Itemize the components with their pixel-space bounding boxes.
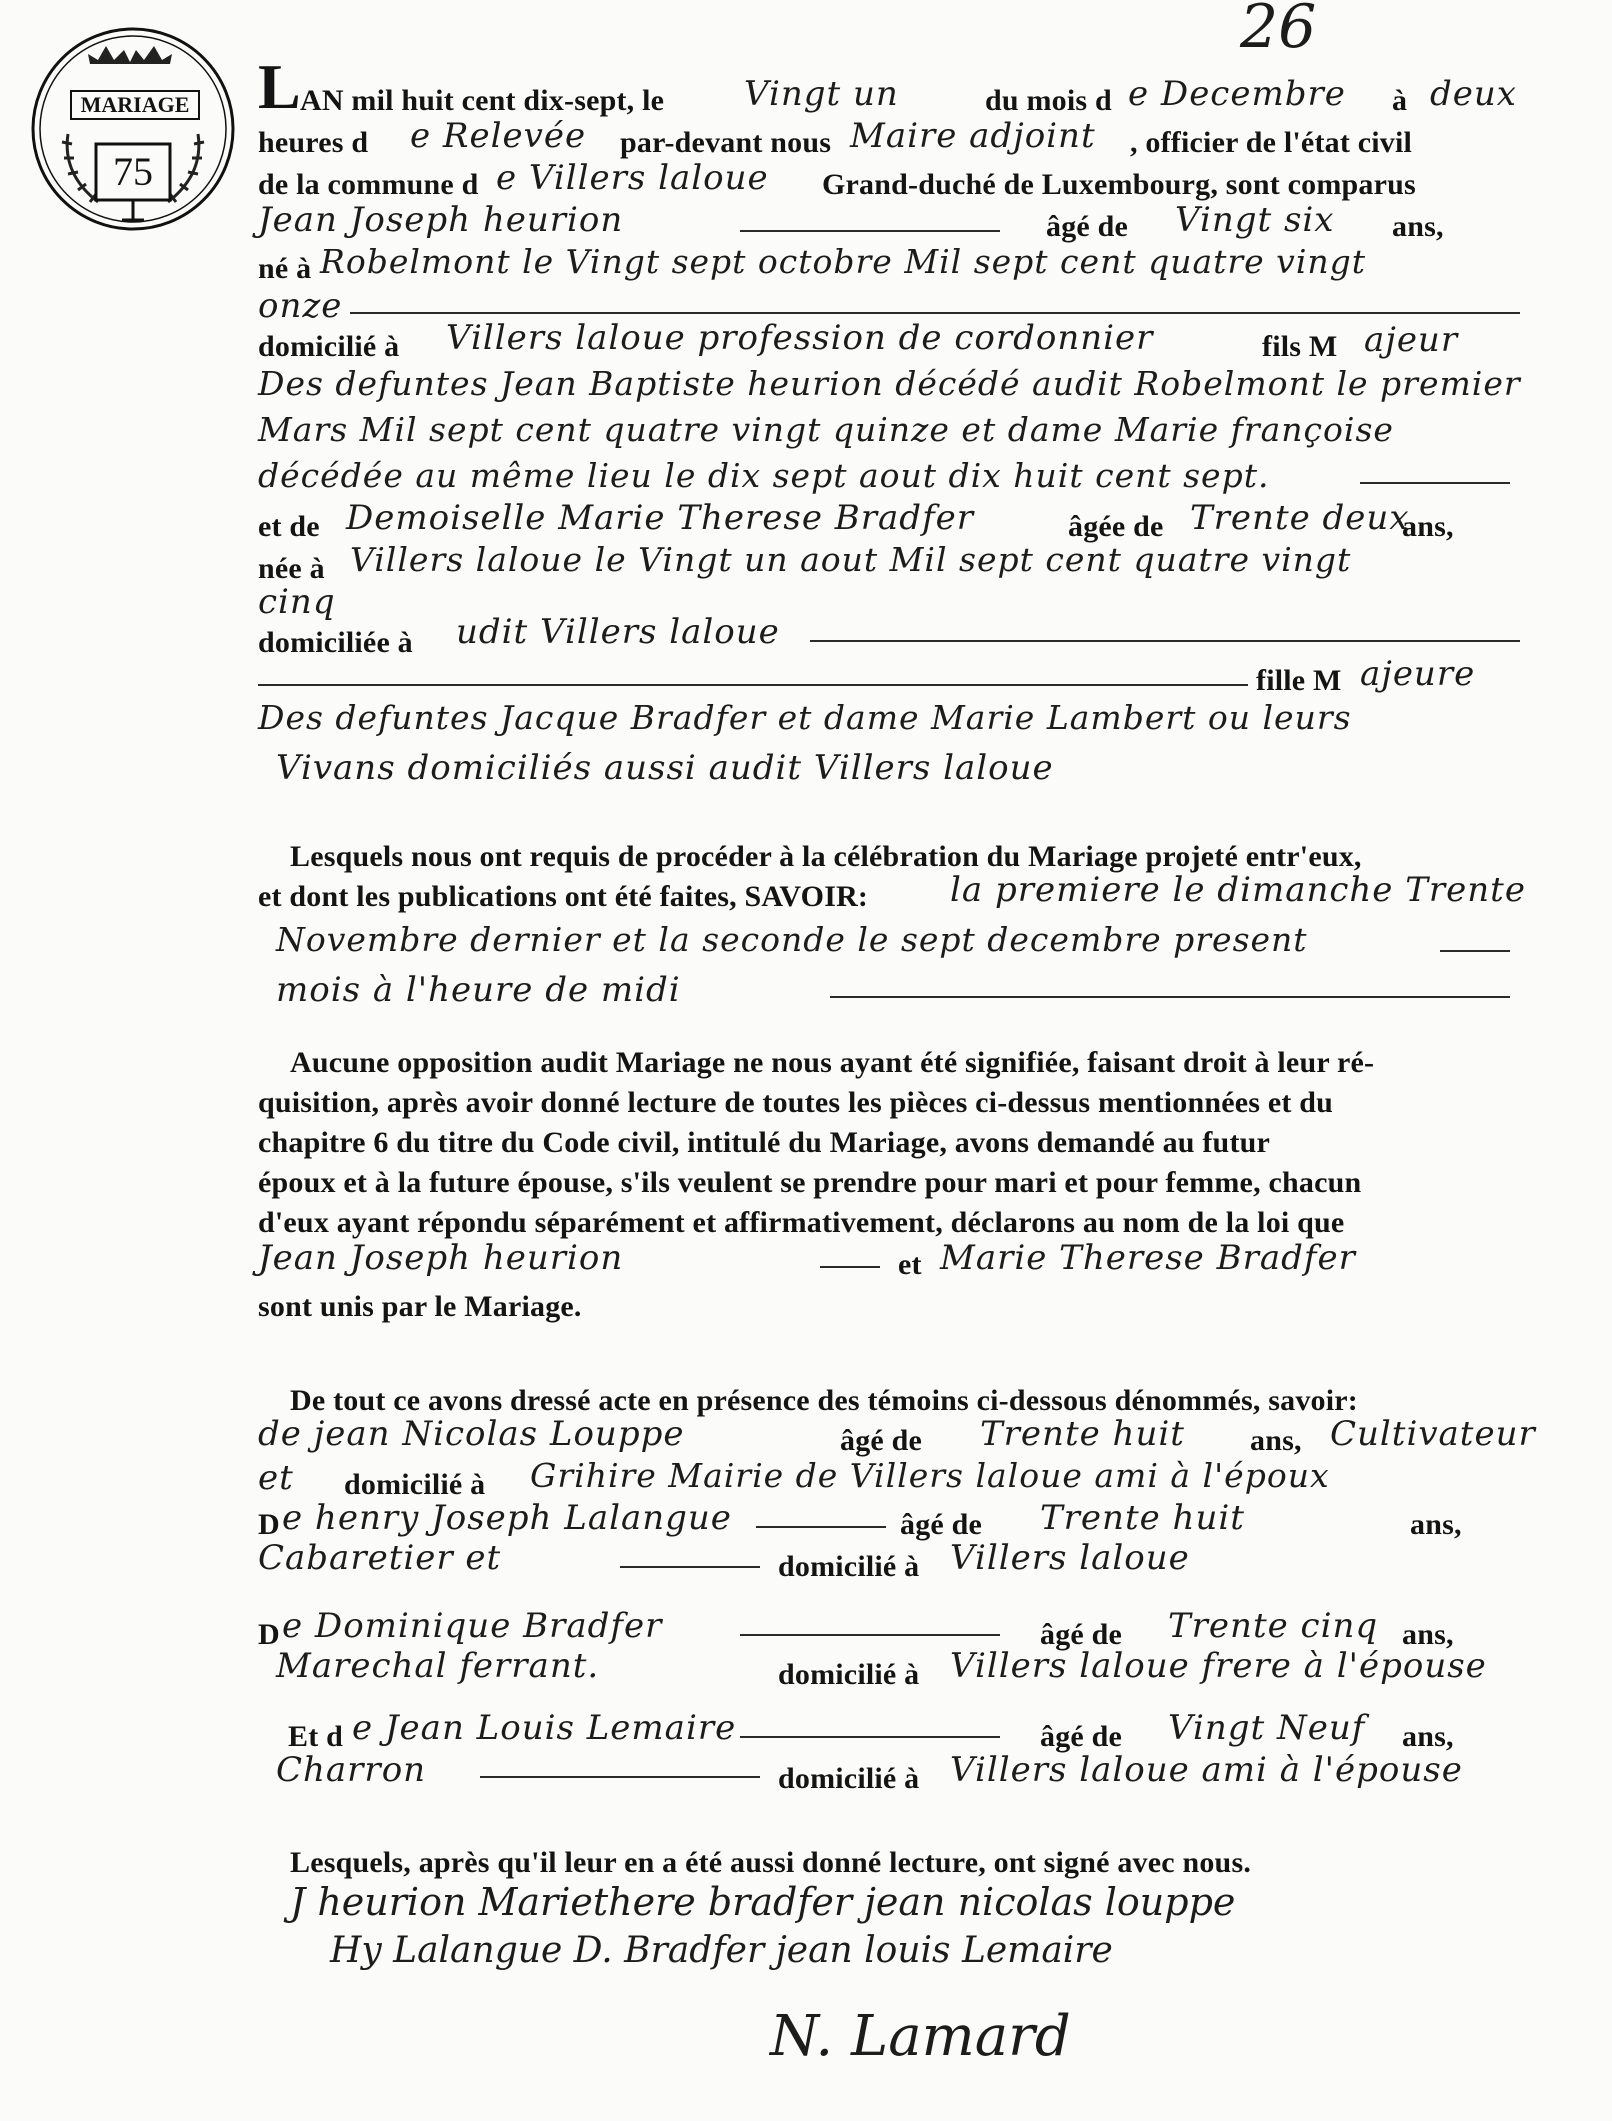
printed-text: Lesquels, après qu'il leur en a été aussi donné lecture, ont signé avec nous. xyxy=(290,1846,1252,1879)
handwritten-text: de jean Nicolas Louppe xyxy=(258,1414,685,1454)
handwritten-text: deux xyxy=(1430,74,1517,114)
printed-text: et dont les publications ont été faites, SAVOIR: xyxy=(258,880,869,913)
seal-graphic xyxy=(28,24,238,234)
handwritten-text: Vivans domiciliés aussi audit Villers laloue xyxy=(276,748,1054,788)
seal-number: 75 xyxy=(113,149,153,194)
printed-text: né à xyxy=(258,252,312,285)
handwritten-text: udit Villers laloue xyxy=(456,612,780,652)
handwritten-text: décédée au même lieu le dix sept aout dix huit cent sept. xyxy=(258,456,1270,495)
printed-text: et de xyxy=(258,510,320,543)
printed-text: De tout ce avons dressé acte en présence des témoins ci-dessous dénommés, savoir: xyxy=(290,1384,1359,1417)
marriage-seal xyxy=(28,24,238,234)
handwritten-text: ajeur xyxy=(1364,320,1459,360)
handwritten-text: Vingt six xyxy=(1175,200,1335,240)
printed-text: ans, xyxy=(1402,1720,1454,1753)
printed-text: fille M xyxy=(1256,664,1342,697)
handwritten-text: e Decembre xyxy=(1128,74,1346,114)
handwritten-text: Villers laloue xyxy=(950,1538,1190,1578)
printed-text: par-devant nous xyxy=(620,126,832,159)
printed-text: âgé de xyxy=(1040,1618,1123,1651)
printed-text: ans, xyxy=(1402,1618,1454,1651)
handwritten-text: Des defuntes Jacque Bradfer et dame Marie Lambert ou leurs xyxy=(258,698,1352,737)
printed-text: ans, xyxy=(1392,210,1444,243)
handwritten-text: Villers laloue frere à l'épouse xyxy=(950,1646,1487,1686)
fill-line xyxy=(1440,950,1510,952)
fill-line xyxy=(258,684,1248,686)
handwritten-text: Marie Therese Bradfer xyxy=(940,1238,1356,1278)
fill-line xyxy=(620,1566,760,1568)
handwritten-text: Robelmont le Vingt sept octobre Mil sept cent quatre vingt xyxy=(320,242,1367,281)
handwritten-text: la premiere le dimanche Trente xyxy=(950,870,1526,910)
handwritten-text: Marechal ferrant. xyxy=(276,1646,600,1686)
printed-text: domicilié à xyxy=(778,1550,920,1583)
fill-line xyxy=(740,1736,1000,1738)
fill-line xyxy=(1360,482,1510,484)
handwritten-text: Maire adjoint xyxy=(850,116,1096,156)
printed-text: à xyxy=(1392,84,1408,117)
handwritten-text: Villers laloue ami à l'épouse xyxy=(950,1750,1463,1790)
fill-line xyxy=(820,1266,880,1268)
printed-text: ans, xyxy=(1402,510,1454,543)
printed-text: âgé de xyxy=(900,1508,983,1541)
drop-cap: L xyxy=(258,51,301,122)
handwritten-text: e Relevée xyxy=(410,116,587,156)
handwritten-text: cinq xyxy=(258,582,336,622)
printed-text: fils M xyxy=(1262,330,1338,363)
printed-text: âgé de xyxy=(1040,1720,1123,1753)
handwritten-text: e Dominique Bradfer xyxy=(282,1606,663,1646)
printed-text: et xyxy=(898,1248,922,1281)
handwritten-text: Villers laloue profession de cordonnier xyxy=(446,318,1154,358)
printed-text: Grand-duché de Luxembourg, sont comparus xyxy=(822,168,1416,201)
handwritten-text: onze xyxy=(258,286,343,326)
signature: J heurion Mariethere bradfer jean nicolas louppe xyxy=(290,1880,1236,1924)
printed-text: domicilié à xyxy=(778,1658,920,1691)
handwritten-text: Trente deux xyxy=(1190,498,1410,538)
printed-text: âgé de xyxy=(840,1424,923,1457)
handwritten-text: e Villers laloue xyxy=(496,158,769,198)
signature: Hy Lalangue D. Bradfer jean louis Lemaire xyxy=(330,1930,1113,1971)
handwritten-text: Grihire Mairie de Villers laloue ami à l'époux xyxy=(530,1456,1330,1495)
handwritten-text: Charron xyxy=(276,1750,427,1790)
printed-text: quisition, après avoir donné lecture de toutes les pièces ci-dessus mentionnées et du xyxy=(258,1086,1334,1119)
printed-text: sont unis par le Mariage. xyxy=(258,1290,582,1323)
printed-text: chapitre 6 du titre du Code civil, intitulé du Mariage, avons demandé au futur xyxy=(258,1126,1271,1159)
fill-line xyxy=(740,1634,1000,1636)
handwritten-text: ajeure xyxy=(1360,654,1476,694)
handwritten-text: et xyxy=(258,1458,294,1498)
seal-title: MARIAGE xyxy=(70,90,200,120)
printed-text: Lesquels nous ont requis de procéder à la célébration du Mariage projeté entr'eux, xyxy=(290,840,1362,873)
handwritten-text: Trente huit xyxy=(1040,1498,1245,1538)
handwritten-text: mois à l'heure de midi xyxy=(276,970,681,1010)
printed-text: heures d xyxy=(258,126,369,159)
fill-line xyxy=(810,640,1520,642)
printed-text: AN mil huit cent dix-sept, le xyxy=(300,84,665,117)
signature: N. Lamard xyxy=(770,2004,1071,2069)
handwritten-text: Demoiselle Marie Therese Bradfer xyxy=(346,498,975,538)
printed-text: domicilié à xyxy=(344,1468,486,1501)
fill-line xyxy=(830,996,1510,998)
handwritten-text: e henry Joseph Lalangue xyxy=(282,1498,732,1538)
handwritten-text: Vingt Neuf xyxy=(1168,1708,1366,1748)
printed-text: D xyxy=(258,1618,280,1651)
fill-line xyxy=(756,1526,886,1528)
handwritten-text: Cultivateur xyxy=(1330,1414,1536,1454)
printed-text: d'eux ayant répondu séparément et affirmativement, déclarons au nom de la loi que xyxy=(258,1206,1345,1239)
printed-text: , officier de l'état civil xyxy=(1130,126,1413,159)
printed-text: âgé de xyxy=(1046,210,1129,243)
fill-line xyxy=(480,1776,760,1778)
handwritten-text: Jean Joseph heurion xyxy=(258,200,624,240)
printed-text: époux et à la future épouse, s'ils veulent se prendre pour mari et pour femme, chacun xyxy=(258,1166,1362,1199)
printed-text: âgée de xyxy=(1068,510,1164,543)
printed-text: D xyxy=(258,1508,280,1541)
handwritten-text: Des defuntes Jean Baptiste heurion décédé audit Robelmont le premier xyxy=(258,364,1521,403)
handwritten-text: Jean Joseph heurion xyxy=(258,1238,624,1278)
page-number: 26 xyxy=(1240,0,1317,62)
handwritten-text: Novembre dernier et la seconde le sept decembre present xyxy=(276,920,1308,959)
handwritten-text: Mars Mil sept cent quatre vingt quinze et dame Marie françoise xyxy=(258,410,1394,449)
fill-line xyxy=(350,312,1520,314)
printed-text: ans, xyxy=(1410,1508,1462,1541)
printed-text: de la commune d xyxy=(258,168,479,201)
printed-text: ans, xyxy=(1250,1424,1302,1457)
printed-text: Et d xyxy=(288,1720,343,1753)
fill-line xyxy=(740,230,1000,232)
printed-text: née à xyxy=(258,552,325,585)
printed-text: Aucune opposition audit Mariage ne nous ayant été signifiée, faisant droit à leur ré- xyxy=(290,1046,1375,1079)
printed-text: domicilié à xyxy=(258,330,400,363)
handwritten-text: Trente huit xyxy=(980,1414,1185,1454)
printed-text: domicilié à xyxy=(778,1762,920,1795)
handwritten-text: Villers laloue le Vingt un aout Mil sept cent quatre vingt xyxy=(350,540,1352,579)
printed-text: du mois d xyxy=(985,84,1112,117)
handwritten-text: Vingt un xyxy=(744,74,899,114)
handwritten-text: Cabaretier et xyxy=(258,1538,502,1578)
handwritten-text: e Jean Louis Lemaire xyxy=(352,1708,737,1748)
handwritten-text: Trente cinq xyxy=(1168,1606,1379,1646)
printed-text: domiciliée à xyxy=(258,626,413,659)
